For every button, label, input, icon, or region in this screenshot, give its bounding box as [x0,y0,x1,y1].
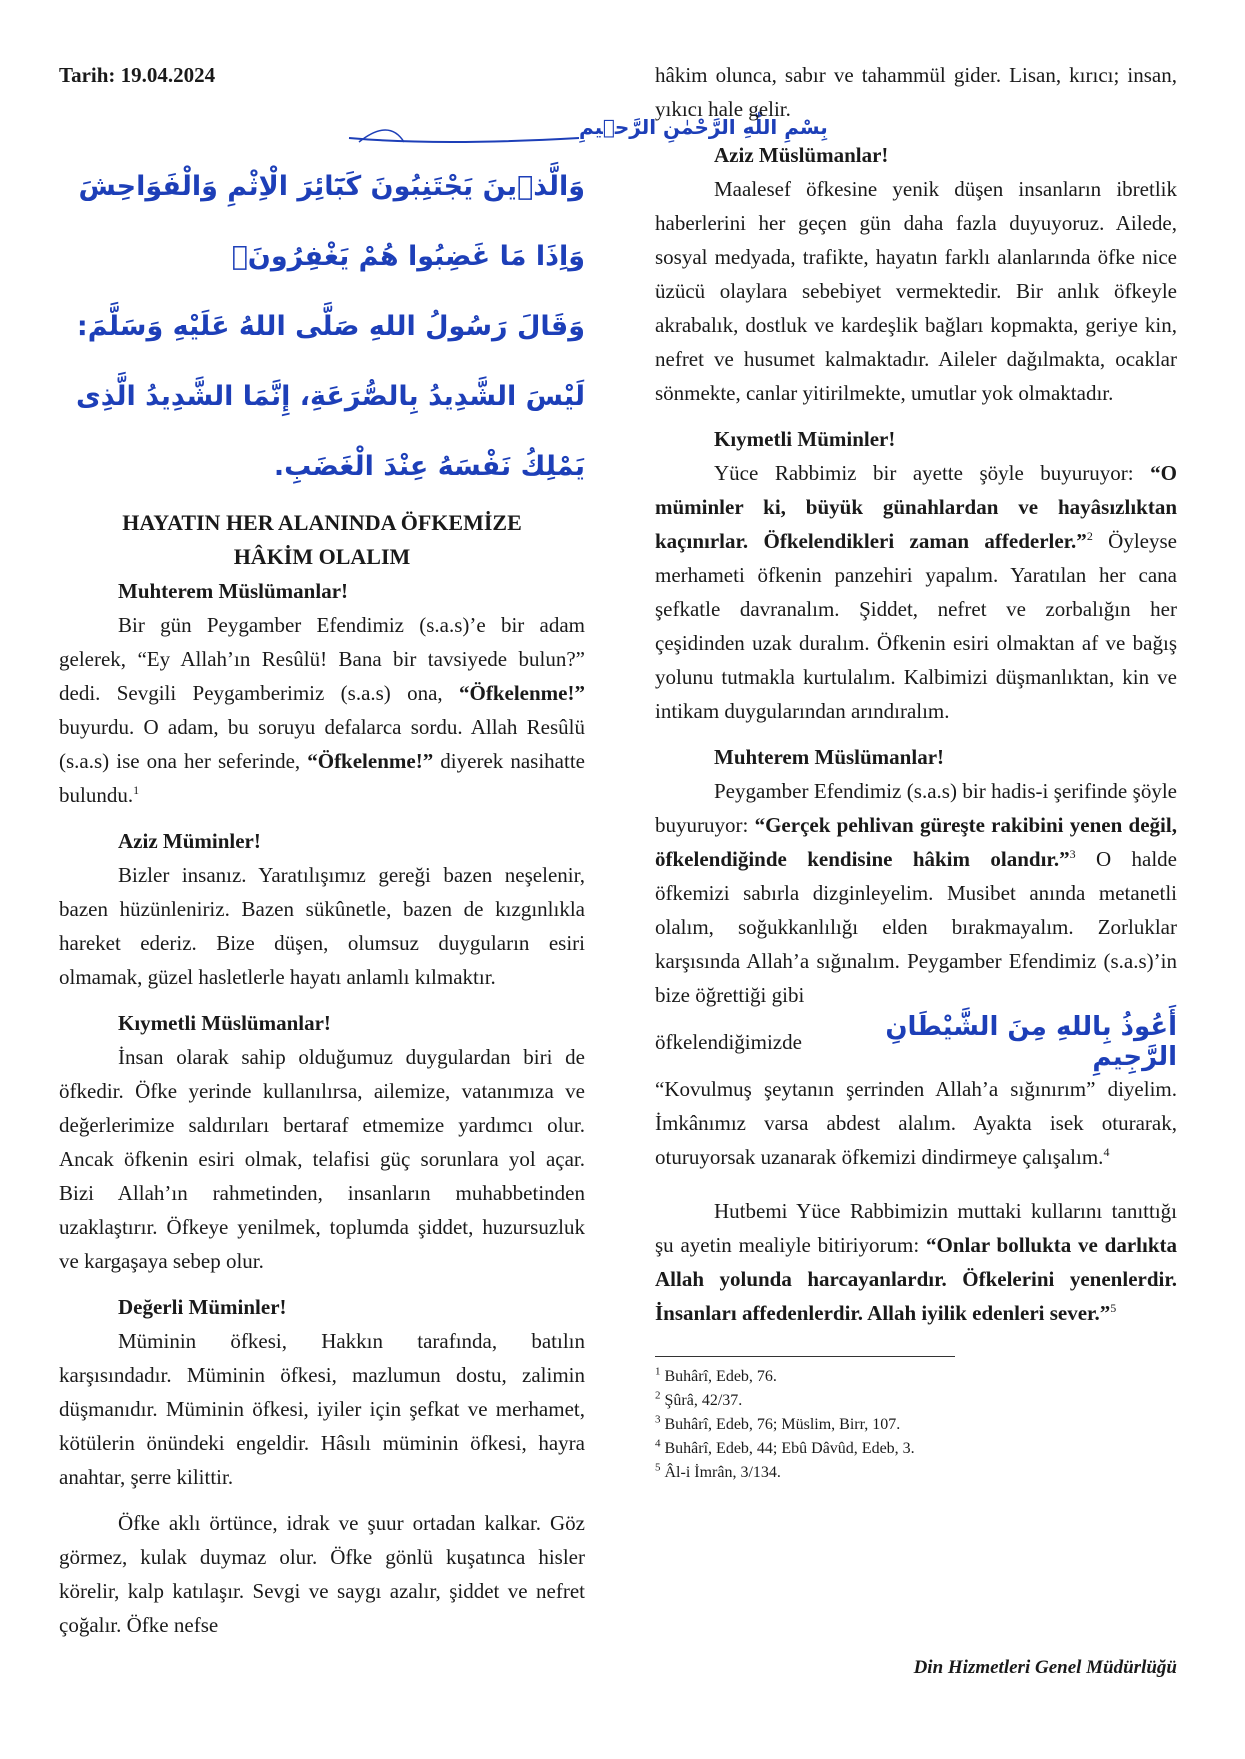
section-heading: Muhterem Müslümanlar! [714,745,945,769]
paragraph: Bir gün Peygamber Efendimiz (s.a.s)’e bir adam gelerek, “Ey Allah’ın Resûlü! Bana bir tavsiyede bulun?” dedi. Sevgili Peygamberimiz (s.a.s) ona, “Öfkelenme!” buyurdu. O adam, bu soruyu defalarca sordu. Allah Resûlü (s.a.s) ise ona her seferinde, “Öfkelenme!” diyerek nasihatte bulundu.$^1$ [59,613,585,807]
sermon-date: Tarih: 19.04.2024 [59,63,216,87]
paragraph: hâkim olunca, sabır ve tahammül gider. Lisan, kırıcı; insan, yıkıcı hale gelir. [655,63,1177,121]
signature: Din Hizmetleri Genel Müdürlüğü [913,1657,1177,1678]
sermon-title-line2: HÂKİM OLALIM [233,544,411,569]
emphasis: “Öfkelenme!” [459,681,585,705]
hadith-arabic: لَيْسَ الشَّدِيدُ بِالصُّرَعَةِ، إِنَّمَا الشَّدِيدُ الَّذِى يَمْلِكُ نَفْسَهُ عِنْدَ الْغَضَبِ. [76,381,585,482]
footnote: $^3$ Buhârî, Edeb, 76; Müslim, Birr, 107. [655,1413,901,1433]
paragraph-fragment: öfkelendiğimizde [655,1029,802,1054]
section-heading: Kıymetli Müminler! [714,427,896,451]
paragraph: Maalesef öfkesine yenik düşen insanların ibretlik haberlerini her geçen gün daha fazla duyuyoruz. Ailede, sosyal medyada, trafikte, hayatın farklı alanlarında öfke nice üzücü olaylara sebebiyet vermektedir. Bir anlık öfkeyle akrabalık, dostluk ve kardeşlik bağları kopmakta, geriye kin, nefret ve husumet kalmaktadır. Aileler dağılmakta, ocaklar sönmekte, canlar yitirilmekte, umutlar yok olmaktadır. [655,177,1177,405]
footnote-divider [655,1356,955,1357]
emphasis: “Gerçek pehlivan güreşte rakibini yenen değil, öfkelendiğinde kendisine hâkim olandır.” [655,813,1177,871]
section-heading: Aziz Müminler! [118,829,261,853]
footnote-ref: 3 [1069,847,1076,861]
quran-verse-arabic: وَالَّذ۪ينَ يَجْتَنِبُونَ كَبَٓائِرَ الْاِثْمِ وَالْفَوَاحِشَ وَاِذَا مَا غَضِبُوا هُمْ يَغْفِرُونَۚ [78,171,585,272]
sermon-title-line1: HAYATIN HER ALANINDA ÖFKEMİZE [122,510,522,535]
emphasis: “Onlar bollukta ve darlıkta Allah yolunda harcayanlardır. Öfkelerini yenenlerdir. İnsanları affedenlerdir. Allah iyilik edenleri sever.” [655,1233,1178,1325]
paragraph: İnsan olarak sahip olduğumuz duygulardan biri de öfkedir. Öfke yerinde kullanılırsa, ailemize, vatanımıza ve değerlerimize saldırıları bertaraf etmemize yardımcı olur. Ancak öfkenin esiri olmak, telafisi güç sorunlara yol açar. Bizi Allah’ın rahmetinden, insanların muhabbetinden uzaklaştırır. Öfkeye yenilmek, toplumda şiddet, huzursuzluk ve kargaşaya sebep olur. [59,1045,585,1273]
dua-arabic: أَعُوذُ بِاللهِ مِنَ الشَّيْطَانِ الرَّجِيمِ [885,1012,1177,1072]
right-column [655,58,1177,1485]
dua-line [655,1012,1177,1072]
section-heading: Kıymetli Müslümanlar! [118,1011,331,1035]
footnote: $^1$ Buhârî, Edeb, 76. [655,1365,777,1385]
emphasis: “Öfkelenme!” [307,749,434,773]
basmala-calligraphy [59,98,828,148]
footnote: $^2$ Şûrâ, 42/37. [655,1389,743,1409]
section-heading: Aziz Müslümanlar! [714,143,889,167]
footnotes [655,1365,1177,1485]
hadith-intro-arabic: وَقَالَ رَسُولُ اللهِ صَلَّى اللهُ عَلَيْهِ وَسَلَّمَ: [76,311,585,342]
footnote-ref: 5 [1110,1301,1117,1315]
basmala-calligraphy-image [59,98,828,148]
basmala-text: بِسْمِ اللّٰهِ الرَّحْمٰنِ الرَّح۪يمِ [579,115,828,139]
section-heading: Değerli Müminler! [118,1295,287,1319]
footnote: $^5$ Âl-i İmrân, 3/134. [655,1461,781,1481]
paragraph: Yüce Rabbimiz bir ayette şöyle buyuruyor: “O müminler ki, büyük günahlardan ve hayâsızlıktan kaçınırlar. Öfkelendikleri zaman affederler.”$^2$ Öyleyse merhameti öfkenin panzehiri yapalım. Yaratılan her cana şefkatle davranalım. Şiddet, nefret ve zorbalığın her çeşidinden uzak duralım. Öfkenin esiri olmaktan af ve bağış yolunu tutmakla kurtulalım. Kalbimizi düşmanlıktan, kin ve intikam duygularından arındıralım. [655,461,1177,723]
paragraph: Müminin öfkesi, Hakkın tarafında, batılın karşısındadır. Müminin öfkesi, mazlumun dostu, zalimin düşmanıdır. Müminin öfkesi, iyiler için şefkat ve merhamet, kötülerin önündeki engeldir. Hâsılı müminin öfkesi, hayra anahtar, şerre kilittir. [59,1329,585,1489]
footnote-ref: 2 [1086,529,1093,543]
paragraph: Peygamber Efendimiz (s.a.s) bir hadis-i şerifinde şöyle buyuruyor: “Gerçek pehlivan güreşte rakibini yenen değil, öfkelendiğinde kendisine hâkim olandır.”$^3$ O halde öfkemizi sabırla dizginleyelim. Musibet anında metanetli olalım, soğukkanlılığı elden bırakmayalım. Zorluklar karşısında Allah’a sığınalım. Peygamber Efendimiz (s.a.s)’in bize öğrettiği gibi [655,779,1177,1007]
footnote-ref: 4 [1103,1145,1110,1159]
footnote-ref: 1 [133,783,140,797]
paragraph: Bizler insanız. Yaratılışımız gereği bazen neşelenir, bazen hüzünleniriz. Bazen sükûnetle, bazen de kızgınlıkla hareket ederiz. Bize düşen, olumsuz duyguların esiri olmamak, güzel hasletlerle hayatı anlamlı kılmaktır. [59,863,585,989]
emphasis: “O müminler ki, büyük günahlardan ve hayâsızlıktan kaçınırlar. Öfkelendikleri zaman affederler.” [655,461,1177,553]
section-heading: Muhterem Müslümanlar! [118,579,349,603]
footnote: $^4$ Buhârî, Edeb, 44; Ebû Dâvûd, Edeb, 3. [655,1437,915,1457]
paragraph: Hutbemi Yüce Rabbimizin muttaki kullarını tanıttığı şu ayetin mealiyle bitiriyorum: “Onlar bollukta ve darlıkta Allah yolunda harcayanlardır. Öfkelerini yenenlerdir. İnsanları affedenlerdir. Allah iyilik edenleri sever.”$^5$ [655,1199,1178,1325]
paragraph: “Kovulmuş şeytanın şerrinden Allah’a sığınırım” diyelim. İmkânımız varsa abdest alalım. Ayakta isek oturarak, oturuyorsak uzanarak öfkemizi dindirmeye çalışalım.$^4$ [655,1077,1177,1169]
paragraph: Öfke aklı örtünce, idrak ve şuur ortadan kalkar. Göz görmez, kulak duymaz olur. Öfke gönlü kuşatınca hisler körelir, kalp katılaşır. Sevgi ve saygı azalır, şiddet ve nefret çoğalır. Öfke nefse [59,1511,585,1637]
